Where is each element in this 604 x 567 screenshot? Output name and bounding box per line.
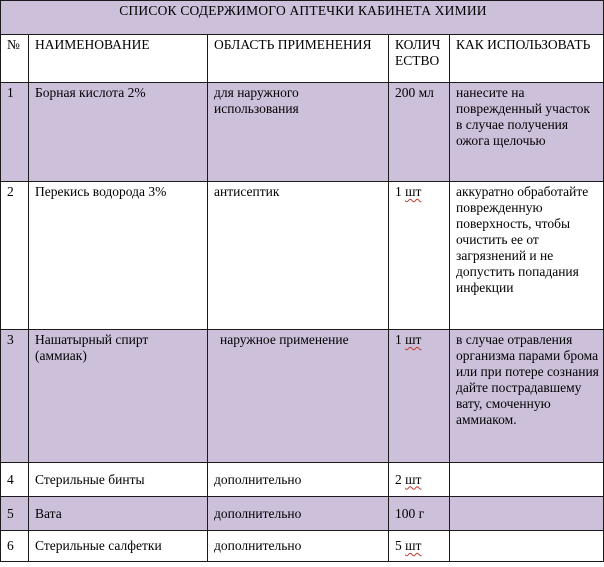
header-area: ОБЛАСТЬ ПРИМЕНЕНИЯ (208, 35, 389, 83)
item-howto (450, 531, 604, 562)
row-num: 3 (1, 330, 29, 463)
header-howto: КАК ИСПОЛЬЗОВАТЬ (450, 35, 604, 83)
qty-number: 2 (395, 471, 402, 487)
row-num: 6 (1, 531, 29, 562)
qty-unit: шт (405, 471, 422, 487)
table-row (1, 497, 604, 531)
qty-number: 1 (395, 332, 402, 347)
header-row (1, 35, 604, 83)
qty-unit: шт (405, 538, 422, 553)
item-qty: 200 мл (389, 83, 450, 182)
item-qty (389, 330, 450, 463)
item-howto (450, 497, 604, 531)
item-name: Нашатырный спирт (аммиак) (29, 330, 208, 463)
header-qty: КОЛИЧ ЕСТВО (389, 35, 450, 83)
table-row (1, 330, 604, 463)
row-num: 4 (1, 463, 29, 497)
item-name: Стерильные салфетки (29, 531, 208, 562)
table-row (1, 182, 604, 330)
table-row (1, 531, 604, 562)
item-area: антисептик (208, 182, 389, 330)
item-qty (389, 182, 450, 330)
item-howto (450, 463, 604, 497)
item-qty (389, 463, 450, 497)
item-area: для наружного использования (208, 83, 389, 182)
row-num: 2 (1, 182, 29, 330)
item-area: дополнительно (208, 531, 389, 562)
title-row (1, 1, 604, 35)
item-name: Перекись водорода 3% (29, 182, 208, 330)
item-name: Стерильные бинты (29, 463, 208, 497)
qty-number: 5 (395, 538, 402, 553)
item-howto: аккуратно обработайте поврежденную поверхность, чтобы очистить ее от загрязнений и не допустить попадания инфекции (450, 182, 604, 330)
item-area: дополнительно (208, 497, 389, 531)
item-howto: нанесите на поврежденный участок в случае получения ожога щелочью (450, 83, 604, 182)
item-name: Борная кислота 2% (29, 83, 208, 182)
item-name: Вата (29, 497, 208, 531)
row-num: 5 (1, 497, 29, 531)
qty-number: 1 (395, 184, 402, 199)
item-qty (389, 531, 450, 562)
item-area: дополнительно (208, 463, 389, 497)
header-num: № (1, 35, 29, 83)
item-qty: 100 г (389, 497, 450, 531)
table-title: СПИСОК СОДЕРЖИМОГО АПТЕЧКИ КАБИНЕТА ХИМИИ (1, 1, 604, 35)
table-row (1, 463, 604, 497)
qty-unit: шт (405, 184, 422, 199)
header-name: НАИМЕНОВАНИЕ (29, 35, 208, 83)
item-howto: в случае отравления организма парами брома или при потере сознания дайте пострадавшему вату, смоченную аммиаком. (450, 330, 604, 463)
qty-unit: шт (405, 332, 422, 347)
row-num: 1 (1, 83, 29, 182)
item-area: наружное применение (208, 330, 389, 463)
table-row (1, 83, 604, 182)
